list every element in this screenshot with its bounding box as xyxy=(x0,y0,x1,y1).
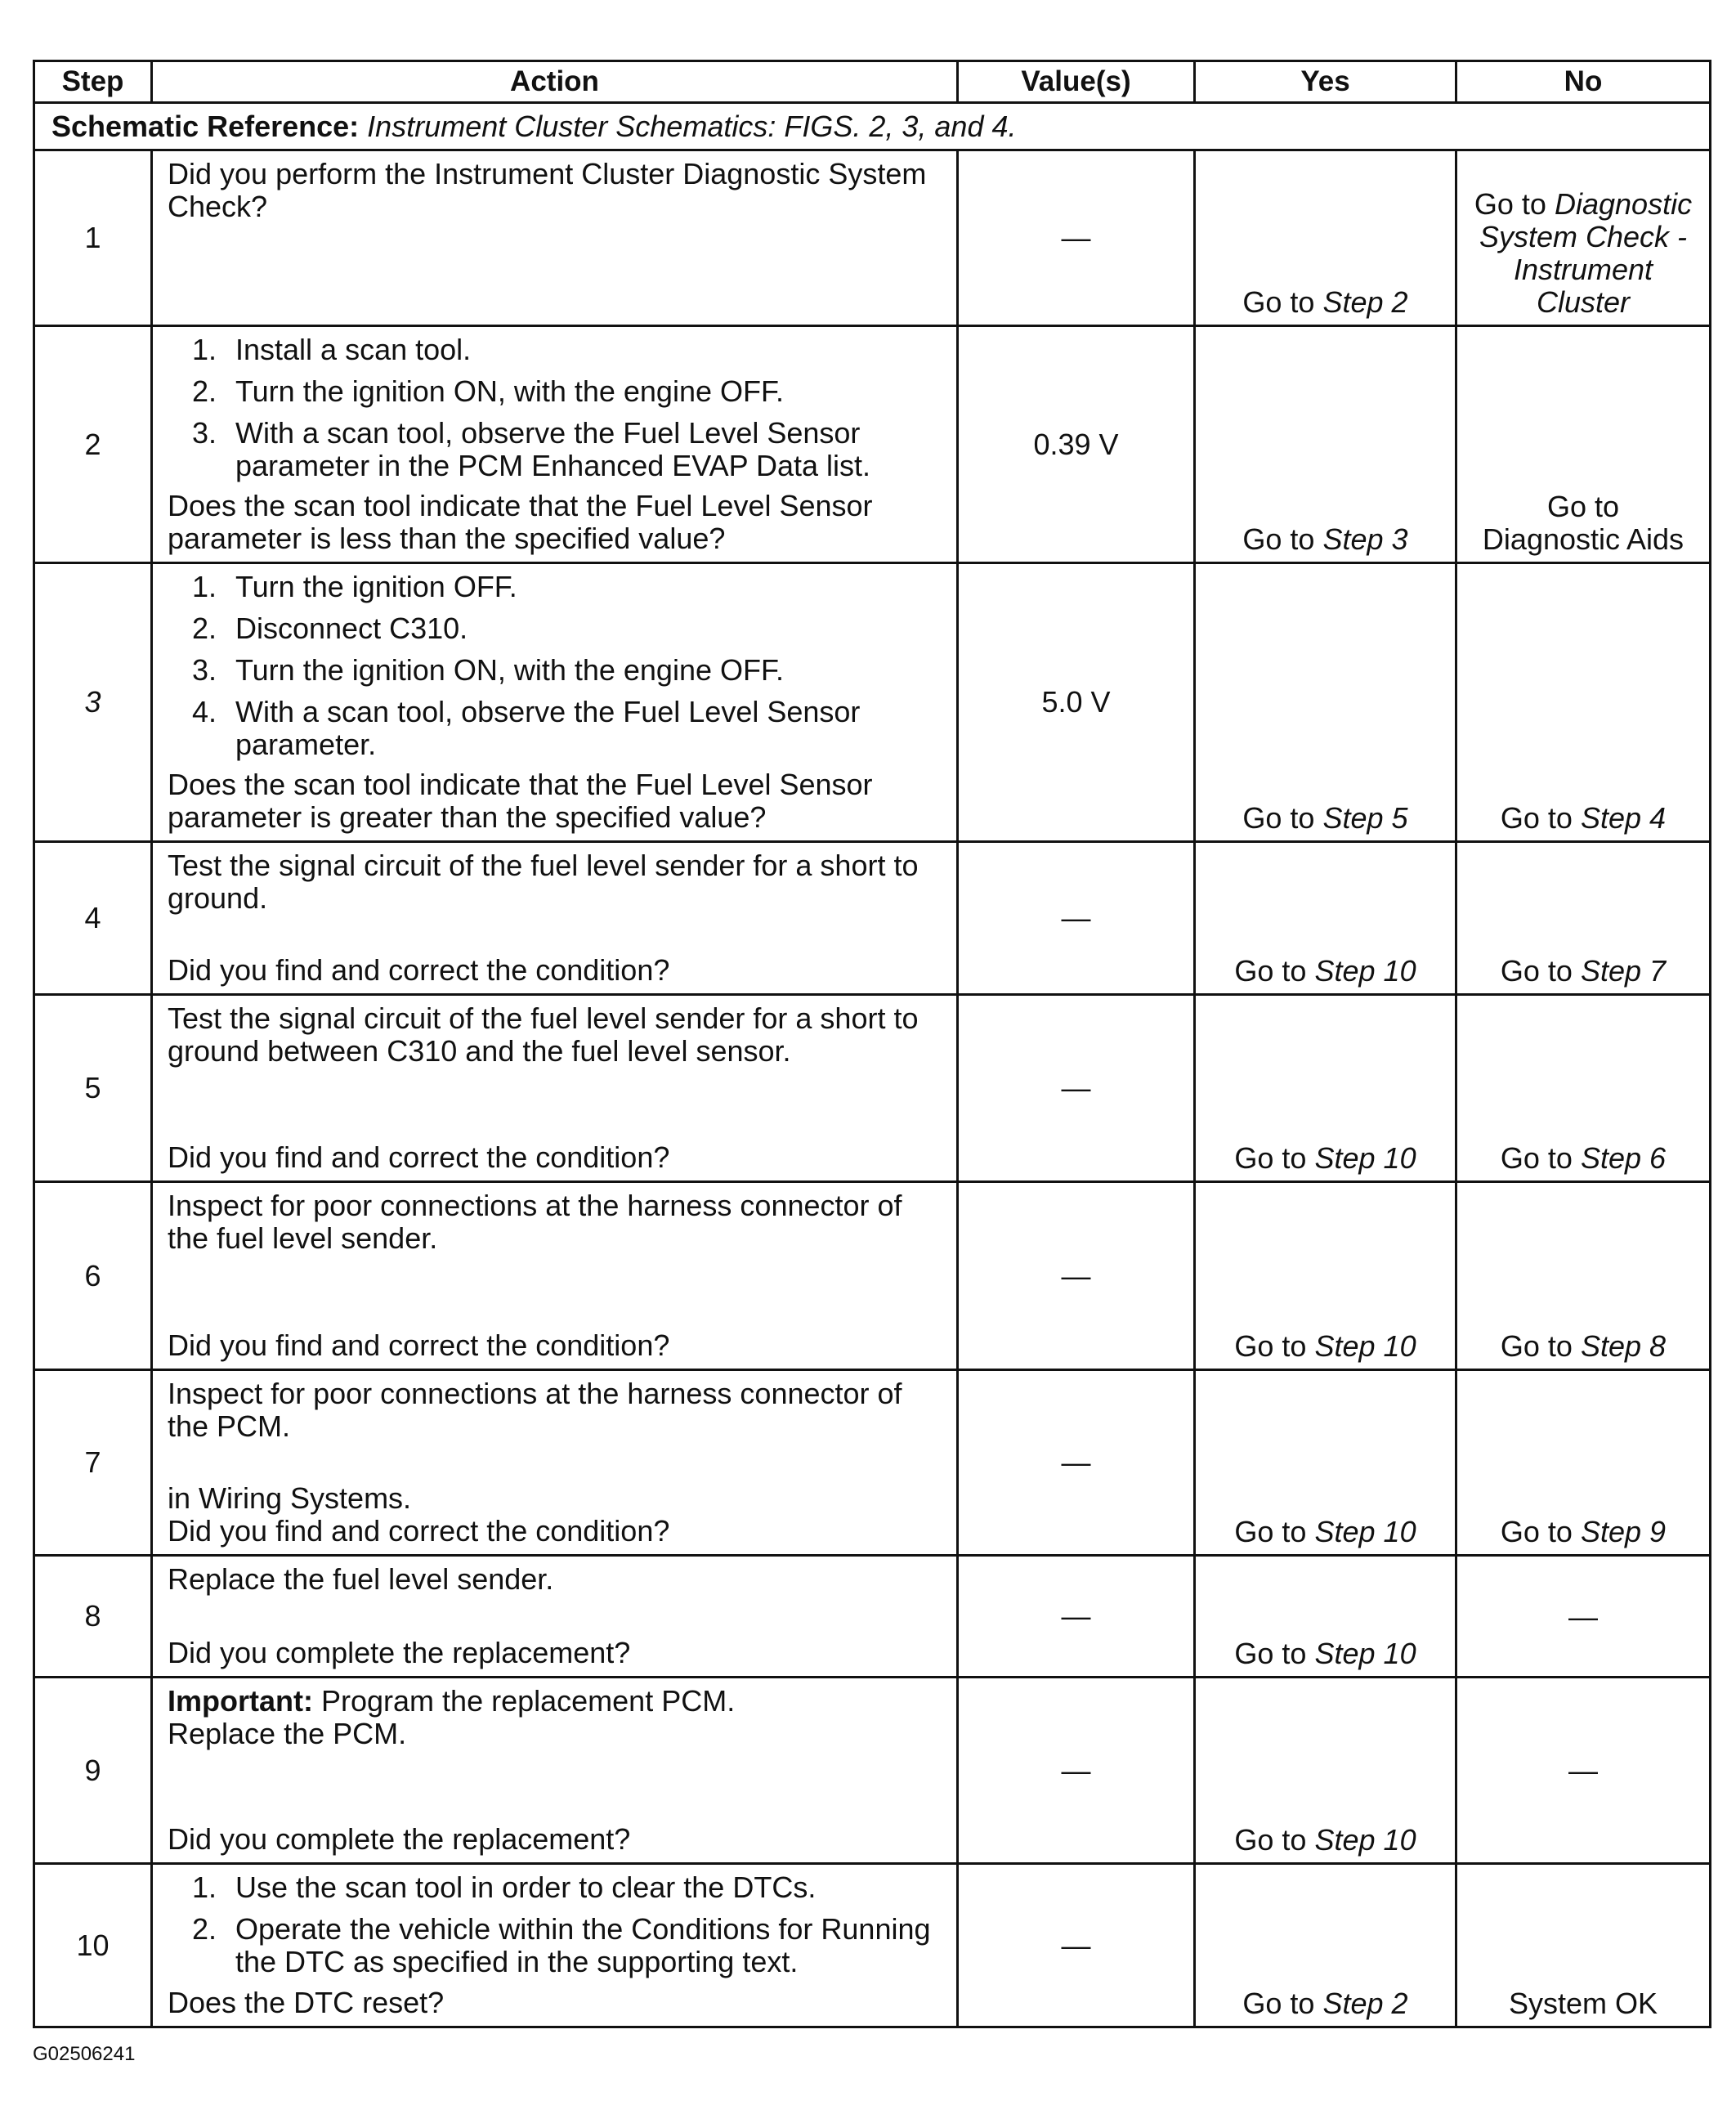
yes-text xyxy=(1204,286,1447,319)
list-number: 3. xyxy=(192,416,217,450)
action-cell xyxy=(153,1183,959,1369)
step-number: 9 xyxy=(84,1753,101,1787)
no-prefix: Go to xyxy=(1546,490,1620,523)
no-text: — xyxy=(1568,1599,1598,1633)
action-question-group xyxy=(168,1637,944,1669)
yes-text xyxy=(1204,1330,1447,1363)
list-text: Install a scan tool. xyxy=(235,333,472,366)
action-question: Did you find and correct the condition? xyxy=(168,1140,670,1174)
yes-cell xyxy=(1196,564,1457,840)
important-note xyxy=(168,1685,944,1718)
schematic-reference-label: Schematic Reference: xyxy=(51,109,360,143)
action-question: Does the scan tool indicate that the Fuel Level Sensor parameter is less than the specified value? xyxy=(168,489,873,555)
list-number: 2. xyxy=(192,374,217,408)
list-number: 2. xyxy=(192,1912,217,1946)
list-number: 1. xyxy=(192,570,217,603)
value-cell xyxy=(959,151,1196,325)
no-reference: Step 7 xyxy=(1580,954,1667,988)
yes-prefix: Go to xyxy=(1242,522,1315,556)
yes-prefix: Go to xyxy=(1242,801,1315,835)
yes-cell xyxy=(1196,1183,1457,1369)
figure-id: G02506241 xyxy=(33,2043,136,2065)
no-prefix: Go to xyxy=(1500,801,1573,835)
list-text: Use the scan tool in order to clear the DTCs. xyxy=(235,1870,817,1904)
step-cell xyxy=(35,1557,153,1676)
list-item xyxy=(168,1871,944,1904)
no-cell xyxy=(1457,1183,1709,1369)
no-cell xyxy=(1457,327,1709,562)
step-number: 7 xyxy=(84,1445,101,1479)
action-cell xyxy=(153,1678,959,1862)
yes-reference: Step 10 xyxy=(1314,1515,1416,1548)
step-cell xyxy=(35,1678,153,1862)
no-prefix: Go to xyxy=(1474,187,1546,221)
step-cell xyxy=(35,327,153,562)
action-question: Did you complete the replacement? xyxy=(168,1636,631,1669)
no-reference: Diagnostic System Check - Instrument Cluster xyxy=(1479,187,1693,319)
step-number: 2 xyxy=(84,427,101,461)
no-text xyxy=(1465,802,1701,835)
action-text: Replace the PCM. xyxy=(168,1717,407,1750)
value-text: — xyxy=(1061,1599,1091,1633)
action-question: Did you find and correct the condition? xyxy=(168,1328,670,1362)
action-cell xyxy=(153,327,959,562)
yes-prefix: Go to xyxy=(1234,1823,1307,1857)
header-values xyxy=(959,62,1196,101)
value-text: — xyxy=(1061,1071,1091,1104)
yes-cell xyxy=(1196,1678,1457,1862)
no-text xyxy=(1465,955,1701,988)
yes-text xyxy=(1204,802,1447,835)
yes-prefix: Go to xyxy=(1242,285,1315,319)
action-question-group xyxy=(168,1329,944,1362)
action-question: Did you perform the Instrument Cluster Diagnostic System Check? xyxy=(168,157,927,223)
no-text: — xyxy=(1568,1754,1598,1787)
action-cell xyxy=(153,843,959,993)
action-question: Does the DTC reset? xyxy=(168,1986,445,2019)
list-text: With a scan tool, observe the Fuel Level Sensor parameter in the PCM Enhanced EVAP Data list. xyxy=(235,416,871,482)
list-number: 3. xyxy=(192,653,217,687)
list-number: 2. xyxy=(192,612,217,645)
no-text: System OK xyxy=(1508,1987,1658,2020)
list-item xyxy=(168,375,944,408)
table-header-row xyxy=(35,62,1709,104)
no-cell xyxy=(1457,151,1709,325)
header-no-label: No xyxy=(1564,65,1603,97)
no-cell xyxy=(1457,996,1709,1180)
no-cell xyxy=(1457,564,1709,840)
step-number: 4 xyxy=(84,901,101,934)
action-cell xyxy=(153,1371,959,1554)
action-question-group xyxy=(168,954,944,987)
no-cell xyxy=(1457,1678,1709,1862)
step-number: 3 xyxy=(84,685,101,719)
action-instructions xyxy=(168,1002,944,1068)
list-number: 1. xyxy=(192,333,217,366)
schematic-reference-row xyxy=(35,104,1709,151)
table-row xyxy=(35,151,1709,327)
list-text: Operate the vehicle within the Conditions for Running the DTC as specified in the supporting text. xyxy=(235,1912,931,1978)
yes-cell xyxy=(1196,996,1457,1180)
yes-prefix: Go to xyxy=(1242,1987,1315,2020)
list-item xyxy=(168,696,944,761)
no-cell xyxy=(1457,1371,1709,1554)
yes-cell xyxy=(1196,1557,1457,1676)
action-instructions xyxy=(168,1685,944,1750)
action-question-group xyxy=(168,1823,944,1856)
yes-cell xyxy=(1196,843,1457,993)
action-text: Inspect for poor connections at the harness connector of the fuel level sender. xyxy=(168,1189,902,1255)
value-cell xyxy=(959,327,1196,562)
value-cell xyxy=(959,1183,1196,1369)
value-text: — xyxy=(1061,901,1091,934)
yes-cell xyxy=(1196,327,1457,562)
action-question: Did you find and correct the condition? xyxy=(168,1514,670,1548)
yes-text xyxy=(1204,1142,1447,1175)
header-yes xyxy=(1196,62,1457,101)
action-question: Does the scan tool indicate that the Fuel Level Sensor parameter is greater than the specified value? xyxy=(168,768,873,834)
list-item xyxy=(168,654,944,687)
action-cell xyxy=(153,1557,959,1676)
no-reference: Step 9 xyxy=(1580,1515,1667,1548)
value-cell xyxy=(959,1557,1196,1676)
yes-reference: Step 5 xyxy=(1322,801,1408,835)
no-text xyxy=(1465,1142,1701,1175)
no-reference: Step 6 xyxy=(1580,1141,1667,1175)
action-instructions xyxy=(168,1378,944,1443)
step-number: 6 xyxy=(84,1258,101,1292)
value-cell xyxy=(959,843,1196,993)
action-instructions xyxy=(168,849,944,915)
table-row xyxy=(35,1183,1709,1371)
action-text: Test the signal circuit of the fuel level sender for a short to ground. xyxy=(168,849,919,915)
value-cell xyxy=(959,1865,1196,2026)
no-reference: Step 4 xyxy=(1580,801,1667,835)
step-number: 10 xyxy=(76,1928,110,1962)
no-reference: Step 8 xyxy=(1580,1329,1667,1363)
table-row xyxy=(35,996,1709,1183)
value-cell xyxy=(959,1371,1196,1554)
step-cell xyxy=(35,1865,153,2026)
no-cell xyxy=(1457,1865,1709,2026)
important-label: Important: xyxy=(168,1684,313,1718)
yes-text xyxy=(1204,1637,1447,1670)
list-item xyxy=(168,1913,944,1978)
table-row xyxy=(35,1371,1709,1557)
step-cell xyxy=(35,151,153,325)
list-item xyxy=(168,612,944,645)
no-cell xyxy=(1457,843,1709,993)
step-number: 8 xyxy=(84,1599,101,1633)
header-action xyxy=(153,62,959,101)
action-question-group xyxy=(168,490,944,555)
no-cell xyxy=(1457,1557,1709,1676)
yes-reference: Step 10 xyxy=(1314,1823,1416,1857)
table-row xyxy=(35,843,1709,996)
action-cell xyxy=(153,564,959,840)
action-question-group xyxy=(168,1987,944,2019)
yes-cell xyxy=(1196,1371,1457,1554)
value-text: — xyxy=(1061,221,1091,254)
yes-text xyxy=(1204,1987,1447,2020)
yes-text xyxy=(1204,1516,1447,1548)
action-cell xyxy=(153,996,959,1180)
list-text: Turn the ignition ON, with the engine OFF. xyxy=(235,374,784,408)
action-question-group xyxy=(168,768,944,834)
no-prefix: Go to xyxy=(1500,1329,1573,1363)
important-text: Program the replacement PCM. xyxy=(321,1684,736,1718)
yes-text xyxy=(1204,1824,1447,1857)
table-row xyxy=(35,1557,1709,1678)
no-reference: Diagnostic Aids xyxy=(1482,522,1685,556)
value-cell xyxy=(959,564,1196,840)
list-text: Disconnect C310. xyxy=(235,612,468,645)
value-text: — xyxy=(1061,1258,1091,1292)
value-cell xyxy=(959,1678,1196,1862)
value-text: — xyxy=(1061,1753,1091,1787)
yes-prefix: Go to xyxy=(1234,1637,1307,1670)
yes-reference: Step 10 xyxy=(1314,954,1416,988)
action-instructions xyxy=(168,158,944,223)
yes-text xyxy=(1204,523,1447,556)
value-cell xyxy=(959,996,1196,1180)
header-step xyxy=(35,62,153,101)
action-text: Inspect for poor connections at the harness connector of the PCM. xyxy=(168,1377,902,1443)
header-values-label: Value(s) xyxy=(1021,65,1131,97)
step-number: 1 xyxy=(84,221,101,254)
schematic-reference-text: Instrument Cluster Schematics: FIGS. 2, 3, and 4. xyxy=(367,109,1017,143)
table-row xyxy=(35,327,1709,564)
step-cell xyxy=(35,1371,153,1554)
no-text xyxy=(1465,1516,1701,1548)
action-question-group xyxy=(168,1141,944,1174)
action-text: Test the signal circuit of the fuel level sender for a short to ground between C310 and the fuel level sensor. xyxy=(168,1001,919,1068)
no-text xyxy=(1465,1330,1701,1363)
value-text: — xyxy=(1061,1928,1091,1962)
step-number: 5 xyxy=(84,1071,101,1104)
action-instructions xyxy=(168,571,944,761)
yes-cell xyxy=(1196,151,1457,325)
list-text: With a scan tool, observe the Fuel Level Sensor parameter. xyxy=(235,695,861,761)
yes-reference: Step 3 xyxy=(1322,522,1408,556)
header-step-label: Step xyxy=(61,65,124,97)
yes-reference: Step 2 xyxy=(1322,285,1408,319)
no-prefix: Go to xyxy=(1500,1515,1573,1548)
value-text: 5.0 V xyxy=(1041,685,1111,719)
no-prefix: Go to xyxy=(1500,954,1573,988)
list-item xyxy=(168,334,944,366)
action-instructions xyxy=(168,1189,944,1255)
list-item xyxy=(168,571,944,603)
yes-prefix: Go to xyxy=(1234,1141,1307,1175)
action-instructions xyxy=(168,334,944,482)
table-row xyxy=(35,564,1709,843)
no-prefix: Go to xyxy=(1500,1141,1573,1175)
step-cell xyxy=(35,1183,153,1369)
action-cell xyxy=(153,1865,959,2026)
action-note: in Wiring Systems. xyxy=(168,1481,412,1515)
header-action-label: Action xyxy=(510,65,599,97)
action-cell xyxy=(153,151,959,325)
table-row xyxy=(35,1865,1709,2026)
action-text: Replace the fuel level sender. xyxy=(168,1562,554,1596)
list-text: Turn the ignition ON, with the engine OFF. xyxy=(235,653,784,687)
list-number: 1. xyxy=(192,1870,217,1904)
diagnostic-table xyxy=(33,60,1711,2028)
value-text: 0.39 V xyxy=(1033,427,1119,461)
action-question-group xyxy=(168,1482,944,1548)
schematic-reference xyxy=(35,104,1709,149)
action-instructions xyxy=(168,1871,944,1978)
yes-prefix: Go to xyxy=(1234,954,1307,988)
list-item xyxy=(168,417,944,482)
no-text xyxy=(1465,188,1701,319)
header-yes-label: Yes xyxy=(1300,65,1350,97)
yes-reference: Step 10 xyxy=(1314,1329,1416,1363)
yes-reference: Step 10 xyxy=(1314,1637,1416,1670)
yes-reference: Step 10 xyxy=(1314,1141,1416,1175)
list-number: 4. xyxy=(192,695,217,728)
yes-prefix: Go to xyxy=(1234,1515,1307,1548)
action-instructions xyxy=(168,1563,944,1596)
action-question: Did you find and correct the condition? xyxy=(168,953,670,987)
yes-reference: Step 2 xyxy=(1322,1987,1408,2020)
step-cell xyxy=(35,564,153,840)
value-text: — xyxy=(1061,1445,1091,1479)
yes-text xyxy=(1204,955,1447,988)
step-cell xyxy=(35,843,153,993)
header-no xyxy=(1457,62,1709,101)
step-cell xyxy=(35,996,153,1180)
yes-prefix: Go to xyxy=(1234,1329,1307,1363)
list-text: Turn the ignition OFF. xyxy=(235,570,517,603)
action-question: Did you complete the replacement? xyxy=(168,1822,631,1856)
no-text xyxy=(1465,491,1701,556)
table-row xyxy=(35,1678,1709,1865)
yes-cell xyxy=(1196,1865,1457,2026)
